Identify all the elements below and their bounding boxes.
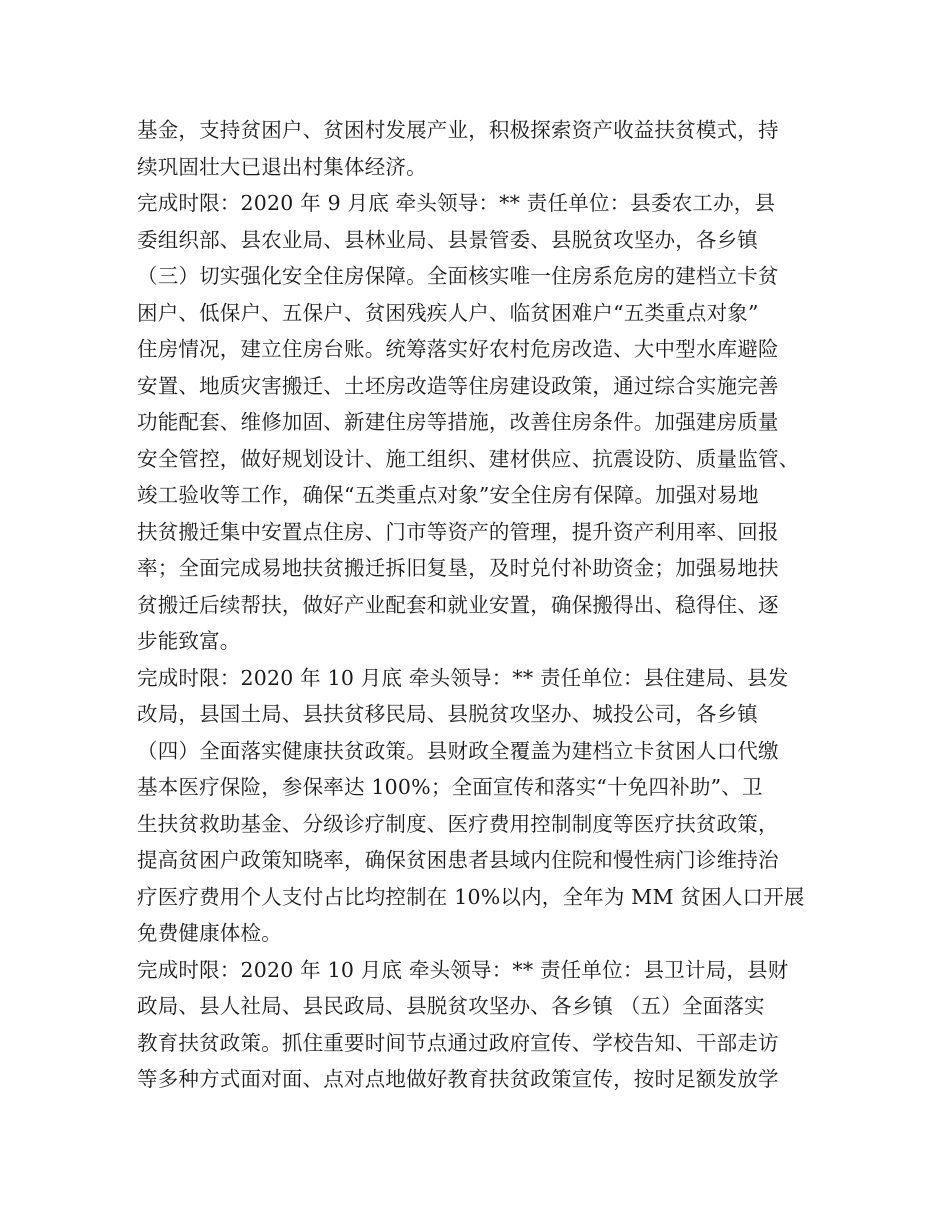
- text-line-5: （三）切实强化安全住房保障。全面核实唯一住房系危房的建档立卡贫: [137, 264, 779, 288]
- text-line-1: 基金，支持贫困户、贫困村发展产业，积极探索资产收益扶贫模式，持: [137, 118, 779, 142]
- text-line-12: 扶贫搬迁集中安置点住房、门市等资产的管理，提升资产利用率、回报: [137, 519, 779, 544]
- text-line-22: 疗医疗费用个人支付占比均控制在 10%以内，全年为 MM 贫困人口开展: [137, 884, 805, 909]
- text-line-23: 免费健康体检。: [137, 921, 282, 945]
- text-line-25: 政局、县人社局、县民政局、县脱贫攻坚办、各乡镇 （五）全面落实: [137, 994, 765, 1018]
- text-line-20: 生扶贫救助基金、分级诊疗制度、医疗费用控制制度等医疗扶贫政策，: [137, 811, 779, 836]
- text-line-13: 率；全面完成易地扶贫搬迁拆旧复垦，及时兑付补助资金；加强易地扶: [137, 556, 779, 580]
- text-line-10: 安全管控，做好规划设计、施工组织、建材供应、抗震设防、质量监管、: [137, 446, 800, 471]
- text-line-26: 教育扶贫政策。抓住重要时间节点通过政府宣传、学校告知、干部走访: [137, 1030, 779, 1055]
- body-text: [137, 112, 827, 1098]
- text-line-9: 功能配套、维修加固、新建住房等措施，改善住房条件。加强建房质量: [137, 410, 779, 434]
- text-line-4: 委组织部、县农业局、县林业局、县景管委、县脱贫攻坚办，各乡镇: [137, 227, 758, 252]
- text-line-19: 基本医疗保险，参保率达 100%；全面宣传和落实“十免四补助”、卫: [137, 775, 763, 799]
- text-line-16: 完成时限：2020 年 10 月底 牵头领导：** 责任单位：县住建局、县发: [137, 665, 789, 690]
- text-line-15: 步能致富。: [137, 629, 241, 653]
- text-line-24: 完成时限：2020 年 10 月底 牵头领导：** 责任单位：县卫计局，县财: [137, 957, 789, 982]
- text-line-8: 安置、地质灾害搬迁、土坯房改造等住房建设政策，通过综合实施完善: [137, 373, 779, 398]
- text-line-2: 续巩固壮大已退出村集体经济。: [137, 154, 427, 179]
- text-line-27: 等多种方式面对面、点对点地做好教育扶贫政策宣传，按时足额发放学: [137, 1067, 779, 1091]
- text-line-17: 改局，县国土局、县扶贫移民局、县脱贫攻坚办、城投公司，各乡镇: [137, 702, 758, 726]
- text-line-11: 竣工验收等工作，确保“五类重点对象”安全住房有保障。加强对易地: [137, 483, 759, 507]
- text-line-21: 提高贫困户政策知晓率，确保贫困患者县域内住院和慢性病门诊维持治: [137, 848, 779, 872]
- text-line-18: （四）全面落实健康扶贫政策。县财政全覆盖为建档立卡贫困人口代缴: [137, 738, 779, 763]
- text-line-14: 贫搬迁后续帮扶，做好产业配套和就业安置，确保搬得出、稳得住、逐: [137, 592, 779, 617]
- text-line-6: 困户、低保户、五保户、贫困残疾人户、临贫困难户“五类重点对象”: [137, 300, 759, 325]
- text-line-7: 住房情况，建立住房台账。统筹落实好农村危房改造、大中型水库避险: [137, 337, 779, 361]
- text-line-3: 完成时限：2020 年 9 月底 牵头领导：** 责任单位：县委农工办，县: [137, 191, 776, 215]
